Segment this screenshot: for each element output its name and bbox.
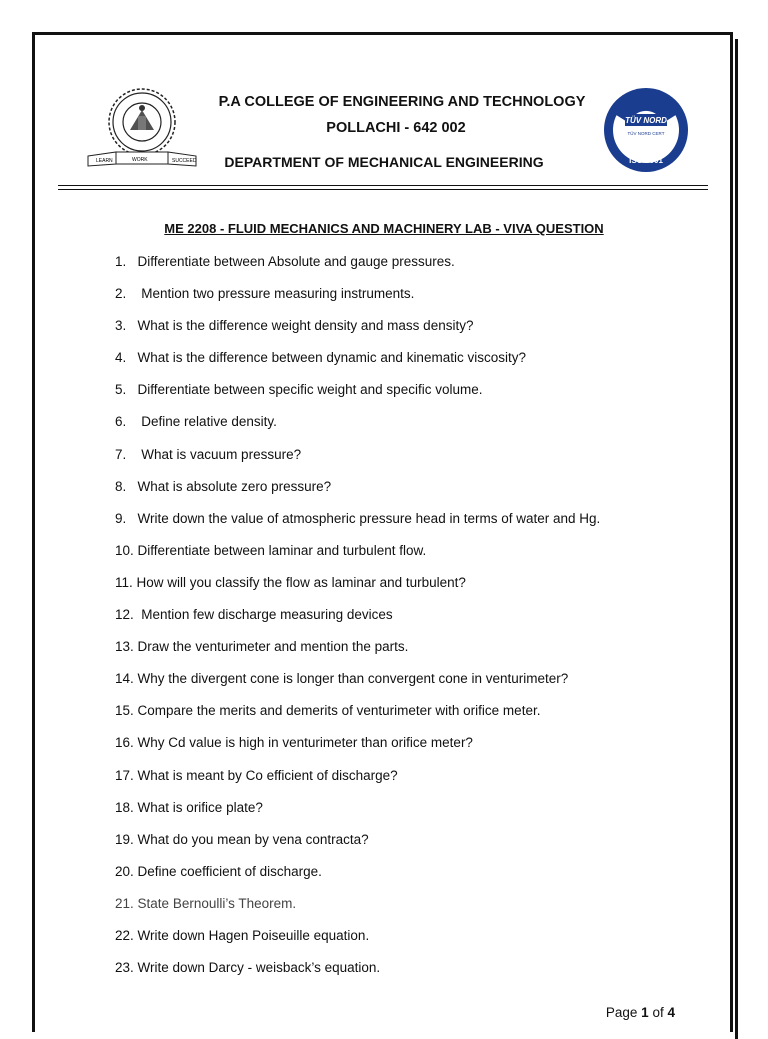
ribbon-work: WORK <box>132 157 148 163</box>
list-item: 22. Write down Hagen Poiseuille equation. <box>115 927 370 943</box>
list-item: 13. Draw the venturimeter and mention the parts. <box>115 639 409 655</box>
list-item: 9. Write down the value of atmospheric pressure head in terms of water and Hg. <box>115 510 601 526</box>
list-item: 14. Why the divergent cone is longer than convergent cone in venturimeter? <box>115 671 569 687</box>
ribbon-learn: LEARN <box>96 158 113 164</box>
question-list <box>115 253 600 991</box>
list-item: 6. Define relative density. <box>115 414 277 430</box>
header-rule-bottom <box>58 189 708 190</box>
list-item: 21. State Bernoulli’s Theorem. <box>115 895 297 911</box>
college-name: P.A COLLEGE OF ENGINEERING AND TECHNOLOGY <box>218 94 586 110</box>
iso-certification-icon <box>603 87 689 173</box>
header-rule-top <box>58 185 708 186</box>
list-item: 20. Define coefficient of discharge. <box>115 863 322 879</box>
list-item: 4. What is the difference between dynamic and kinematic viscosity? <box>115 350 526 366</box>
college-city: POLLACHI - 642 002 <box>326 120 466 136</box>
list-item: 2. Mention two pressure measuring instruments. <box>115 286 415 302</box>
list-item: 5. Differentiate between specific weight and specific volume. <box>115 382 483 398</box>
iso-cert: TÜV NORD CERT <box>627 131 665 136</box>
iso-standard: ISO 9001 <box>629 156 663 165</box>
list-item: 10. Differentiate between laminar and turbulent flow. <box>115 542 427 558</box>
page-number: Page 1 of 4 <box>605 1005 675 1020</box>
list-item: 11. How will you classify the flow as laminar and turbulent? <box>115 574 466 590</box>
list-item: 19. What do you mean by vena contracta? <box>115 831 369 847</box>
document-title: ME 2208 - FLUID MECHANICS AND MACHINERY LAB - VIVA QUESTION <box>164 221 604 236</box>
list-item: 15. Compare the merits and demerits of venturimeter with orifice meter. <box>115 703 541 719</box>
list-item: 12. Mention few discharge measuring devices <box>115 607 393 623</box>
iso-brand: TÜV NORD <box>625 116 667 125</box>
list-item: 8. What is absolute zero pressure? <box>115 478 332 494</box>
list-item: 16. Why Cd value is high in venturimeter than orifice meter? <box>115 735 473 751</box>
list-item: 7. What is vacuum pressure? <box>115 446 302 462</box>
list-item: 3. What is the difference weight density and mass density? <box>115 318 474 334</box>
list-item: 1. Differentiate between Absolute and gauge pressures. <box>115 254 455 269</box>
list-item: 17. What is meant by Co efficient of discharge? <box>115 767 398 783</box>
list-item: 18. What is orifice plate? <box>115 799 263 815</box>
ribbon-succeed: SUCCEED <box>172 158 197 164</box>
list-item: 23. Write down Darcy - weisback’s equation. <box>115 960 381 976</box>
department-name: DEPARTMENT OF MECHANICAL ENGINEERING <box>224 154 544 170</box>
